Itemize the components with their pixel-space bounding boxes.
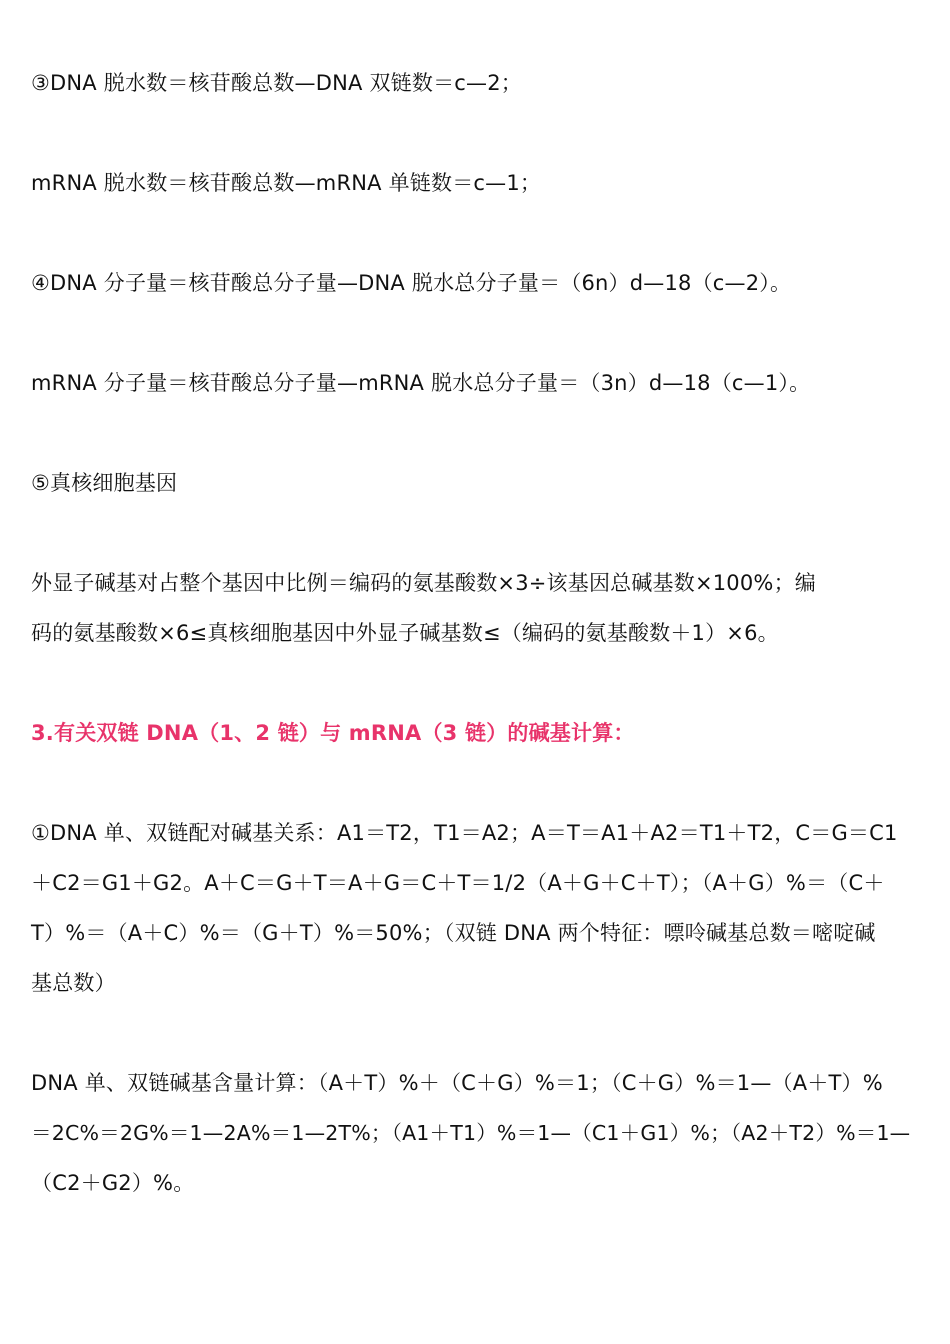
mrna-molecular-weight-line: mRNA 分子量＝核苷酸总分子量—mRNA 脱水总分子量＝（3n）d—18（c—1）。 xyxy=(31,371,811,395)
exon-paragraph-line: 外显子碱基对占整个基因中比例＝编码的氨基酸数×3÷该基因总碱基数×100%；编 xyxy=(31,571,816,595)
base-pairing-paragraph xyxy=(31,808,921,1008)
section-heading: 3.有关双链 DNA（1、2 链）与 mRNA（3 链）的碱基计算： xyxy=(31,721,635,745)
dna-molecular-weight-line: ④DNA 分子量＝核苷酸总分子量—DNA 脱水总分子量＝（6n）d—18（c—2）。 xyxy=(31,271,792,295)
base-pairing-line: T）%＝（A＋C）%＝（G＋T）%＝50%；（双链 DNA 两个特征：嘌呤碱基总数＝嘧啶碱 xyxy=(31,921,876,945)
mrna-dehydration-line: mRNA 脱水数＝核苷酸总数—mRNA 单链数＝c—1； xyxy=(31,171,542,195)
base-content-line: DNA 单、双链碱基含量计算：（A＋T）%＋（C＋G）%＝1；（C＋G）%＝1—（A＋T）% xyxy=(31,1071,883,1095)
eukaryotic-gene-line: ⑤真核细胞基因 xyxy=(31,471,178,495)
base-pairing-line: 基总数） xyxy=(31,971,116,995)
base-content-line: （C2＋G2）%。 xyxy=(31,1171,195,1195)
base-pairing-line: ①DNA 单、双链配对碱基关系：A1＝T2，T1＝A2；A＝T＝A1＋A2＝T1＋T2，C＝G＝C1 xyxy=(31,821,898,845)
exon-paragraph-line: 码的氨基酸数×6≤真核细胞基因中外显子碱基数≤（编码的氨基酸数＋1）×6。 xyxy=(31,621,779,645)
exon-paragraph xyxy=(31,558,921,658)
base-content-line: ＝2C%＝2G%＝1—2A%＝1—2T%；（A1＋T1）%＝1—（C1＋G1）%；（A2＋T2）%＝1— xyxy=(31,1121,911,1145)
dna-dehydration-line: ③DNA 脱水数＝核苷酸总数—DNA 双链数＝c—2； xyxy=(31,71,522,95)
base-pairing-line: ＋C2＝G1＋G2。A＋C＝G＋T＝A＋G＝C＋T＝1/2（A＋G＋C＋T）；（A＋G）%＝（C＋ xyxy=(31,871,885,895)
base-content-paragraph xyxy=(31,1058,921,1208)
